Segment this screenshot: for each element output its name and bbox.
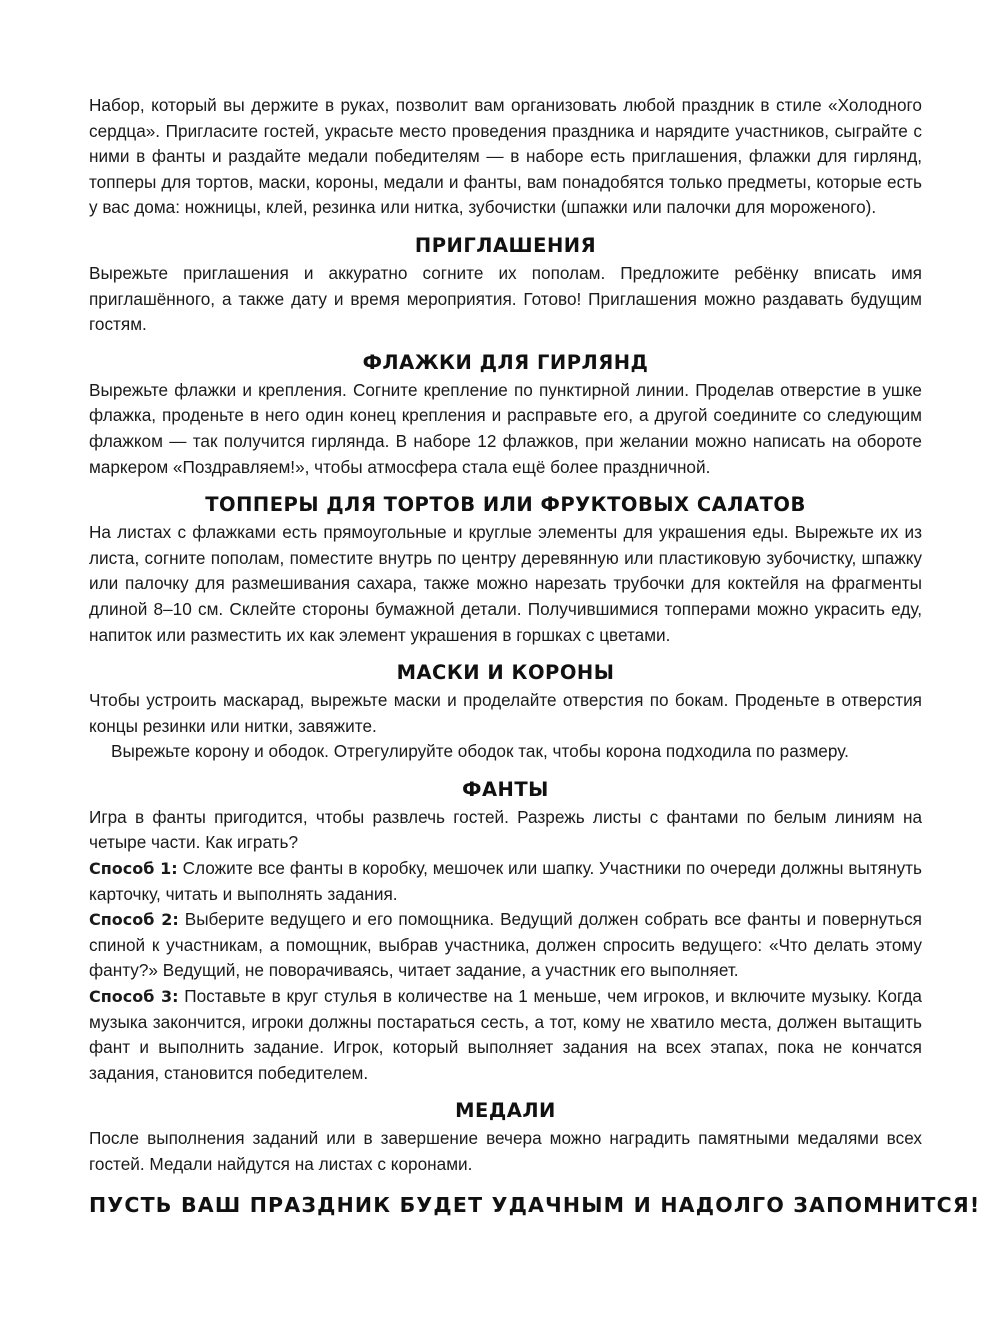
forfeit-way-1 [89, 856, 922, 907]
intro-paragraph: Набор, который вы держите в руках, позволит вам организовать любой праздник в стиле «Холодного сердца». Пригласите гостей, украсьте место проведения праздника и нарядите участников, сыграйте с ними в фанты и раздайте медали победителям — в наборе есть приглашения, флажки для гирлянд, топперы для тортов, маски, короны, медали и фанты, вам понадобятся только предметы, которые есть у вас дома: ножницы, клей, резинка или нитка, зубочистки (шпажки или палочки для мороженого). [89, 95, 922, 218]
forfeit-way-label: Способ 3: [89, 987, 179, 1007]
section-title-forfeits: ФАНТЫ [462, 777, 549, 801]
section-invitations [89, 221, 922, 338]
forfeit-way-2 [89, 907, 922, 984]
section-text-toppers: На листах с флажками есть прямоугольные и круглые элементы для украшения еды. Вырежьте их из листа, согните пополам, поместите внутрь по центру деревянную или пластиковую зубочистку, шпажку или палочку для размешивания сахара, также можно нарезать трубочки для коктейля на фрагменты длиной 8–10 см. Склейте стороны бумажной детали. Получившимися топперами можно украсить еду, напиток или разместить их как элемент украшения в горшках с цветами. [89, 522, 922, 645]
section-title-masks: МАСКИ И КОРОНЫ [396, 661, 615, 685]
section-text-forfeits: Игра в фанты пригодится, чтобы развлечь гостей. Разрежь листы с фантами по белым линиям на четыре части. Как играть? [89, 806, 922, 853]
section-text-medals: После выполнения заданий или в завершение вечера можно наградить памятными медалями всех гостей. Медали найдутся на листах с коронами. [89, 1128, 922, 1174]
section-text-masks-2: Вырежьте корону и ободок. Отрегулируйте ободок так, чтобы корона подходила по размеру. [111, 741, 849, 762]
section-text-masks-1: Чтобы устроить маскарад, вырежьте маски и проделайте отверстия по бокам. Проденьте в отверстия концы резинки или нитки, завяжите. [89, 690, 922, 736]
section-masks [89, 648, 922, 765]
section-title-invitations: ПРИГЛАШЕНИЯ [414, 233, 597, 257]
forfeit-way-label: Способ 1: [89, 859, 178, 879]
section-text-garland: Вырежьте флажки и крепления. Согните крепление по пунктирной линии. Проделав отверстие в ушке флажка, проденьте в него один конец крепления и расправьте его, а другой соедините со следующим флажком — так получится гирлянда. В наборе 12 флажков, при желании можно написать на обороте маркером «Поздравляем!», чтобы атмосфера стала ещё более праздничной. [89, 379, 922, 477]
section-garland [89, 338, 922, 480]
section-medals [89, 1086, 922, 1177]
section-title-medals: МЕДАЛИ [455, 1099, 556, 1123]
closing-message: ПУСТЬ ВАШ ПРАЗДНИК БУДЕТ УДАЧНЫМ И НАДОЛГО ЗАПОМНИТСЯ! [89, 1192, 981, 1217]
section-forfeits [89, 765, 922, 1087]
section-title-toppers: ТОППЕРЫ ДЛЯ ТОРТОВ ИЛИ ФРУКТОВЫХ САЛАТОВ [205, 493, 806, 517]
forfeit-way-text: Выберите ведущего и его помощника. Ведущий должен собрать все фанты и повернуться спиной к участникам, а помощник, выбрав участника, должен спросить ведущего: «Что делать этому фанту?» Ведущий, не поворачиваясь, читает задание, а участник его выполняет. [89, 909, 922, 981]
forfeit-way-text: Сложите все фанты в коробку, мешочек или шапку. Участники по очереди должны вытянуть карточку, читать и выполнять задания. [89, 858, 922, 904]
section-text-invitations: Вырежьте приглашения и аккуратно согните их пополам. Предложите ребёнку вписать имя приглашённого, а также дату и время мероприятия. Готово! Приглашения можно раздавать будущим гостям. [89, 262, 922, 335]
section-toppers [89, 480, 922, 648]
section-title-garland: ФЛАЖКИ ДЛЯ ГИРЛЯНД [362, 350, 649, 374]
forfeit-way-text: Поставьте в круг стулья в количестве на 1 меньше, чем игроков, и включите музыку. Когда музыка закончится, игроки должны постараться сесть, а тот, кому не хватило места, должен вытащить фант и выполнить задание. Игрок, который выполняет задания на всех этапах, пока не кончатся задания, становится победителем. [89, 986, 922, 1083]
forfeit-way-label: Способ 2: [89, 910, 179, 930]
forfeit-way-3 [89, 984, 922, 1086]
